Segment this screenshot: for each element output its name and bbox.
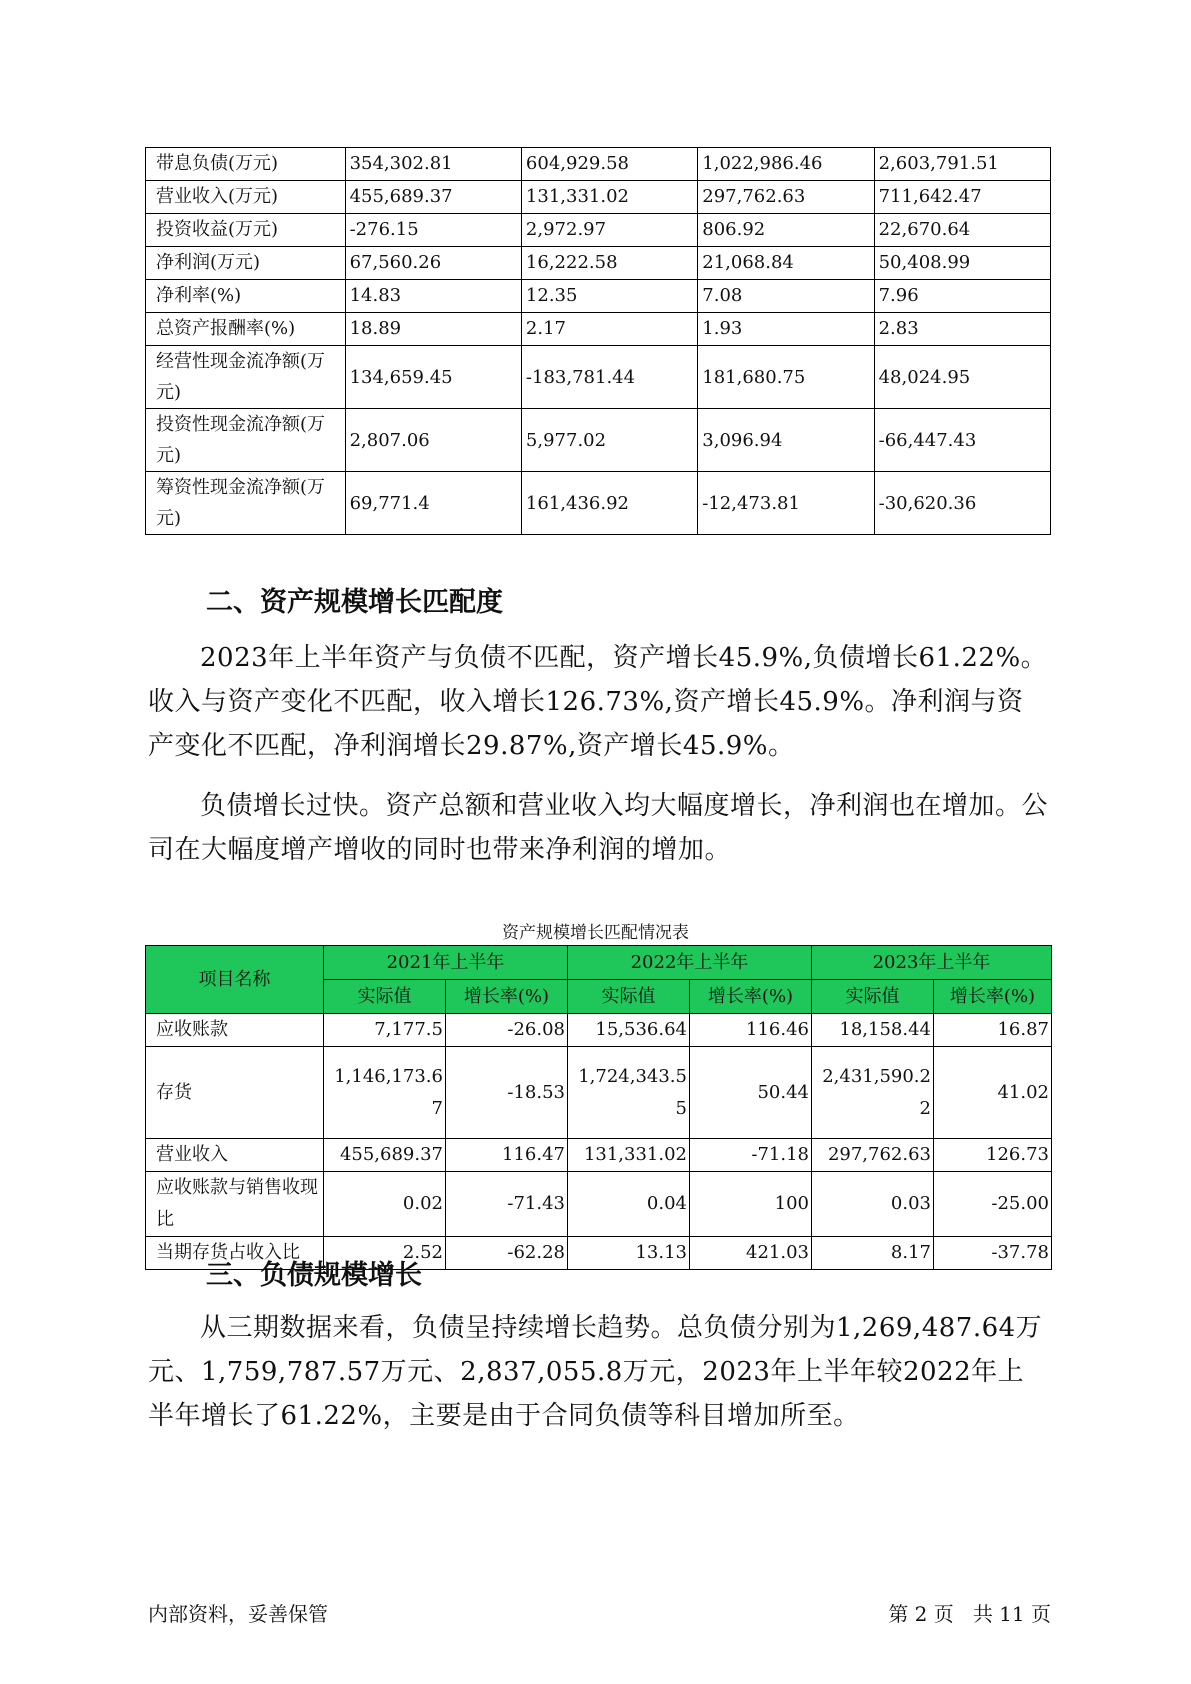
table-header-row <box>146 946 1052 980</box>
table-cell: -71.18 <box>690 1139 812 1172</box>
table-cell: 126.73 <box>934 1139 1052 1172</box>
table-cell: 15,536.64 <box>568 1014 690 1047</box>
header-actual-2023: 实际值 <box>812 980 934 1014</box>
footer-confidential-note: 内部资料，妥善保管 <box>148 1602 328 1626</box>
table-cell: -26.08 <box>446 1014 568 1047</box>
section-asset-growth-body <box>148 636 1048 872</box>
table-cell: 50.44 <box>690 1047 812 1139</box>
header-growth-2021: 增长率(%) <box>446 980 568 1014</box>
table-cell: 18.89 <box>345 313 521 346</box>
table-cell: 134,659.45 <box>345 346 521 409</box>
table-cell: -71.43 <box>446 1172 568 1237</box>
header-actual-2021: 实际值 <box>324 980 446 1014</box>
table-cell: 67,560.26 <box>345 247 521 280</box>
section-liability-growth-body <box>148 1306 1048 1438</box>
row-label: 投资性现金流净额(万元) <box>146 409 346 472</box>
table-row <box>146 214 1051 247</box>
row-label: 净利率(%) <box>146 280 346 313</box>
paragraph-asset-mismatch: 2023年上半年资产与负债不匹配，资产增长45.9%,负债增长61.22%。收入与资产变化不匹配，收入增长126.73%,资产增长45.9%。净利润与资产变化不匹配，净利润增长29.87%,资产增长45.9%。 <box>148 643 1048 761</box>
table-row <box>146 148 1051 181</box>
table-cell: -25.00 <box>934 1172 1052 1237</box>
table-cell: 455,689.37 <box>324 1139 446 1172</box>
table-cell: 50,408.99 <box>874 247 1050 280</box>
asset-growth-match-table <box>145 945 1052 1270</box>
table-cell: 0.03 <box>812 1172 934 1237</box>
table-cell: 0.04 <box>568 1172 690 1237</box>
table-row <box>146 181 1051 214</box>
header-growth-2023: 增长率(%) <box>934 980 1052 1014</box>
row-label: 投资收益(万元) <box>146 214 346 247</box>
table-row <box>146 1139 1052 1172</box>
table-cell: 2,972.97 <box>521 214 697 247</box>
table-cell: 1,146,173.67 <box>324 1047 446 1139</box>
table-cell: 2,603,791.51 <box>874 148 1050 181</box>
table-cell: 2.17 <box>521 313 697 346</box>
table-cell: 131,331.02 <box>521 181 697 214</box>
table-cell: 116.47 <box>446 1139 568 1172</box>
table-cell: 161,436.92 <box>521 472 697 535</box>
row-label: 存货 <box>146 1047 324 1139</box>
table-cell: 2.83 <box>874 313 1050 346</box>
table-cell: 18,158.44 <box>812 1014 934 1047</box>
table-cell: -37.78 <box>934 1237 1052 1270</box>
row-label: 总资产报酬率(%) <box>146 313 346 346</box>
table-cell: 12.35 <box>521 280 697 313</box>
row-label: 筹资性现金流净额(万元) <box>146 472 346 535</box>
row-label: 经营性现金流净额(万元) <box>146 346 346 409</box>
header-actual-2022: 实际值 <box>568 980 690 1014</box>
table-cell: -276.15 <box>345 214 521 247</box>
table-row <box>146 1172 1052 1237</box>
table-cell: 1,724,343.55 <box>568 1047 690 1139</box>
financial-indicators-table <box>145 147 1051 535</box>
row-label: 应收账款与销售收现比 <box>146 1172 324 1237</box>
table-cell: 1.93 <box>698 313 874 346</box>
table-cell: 297,762.63 <box>698 181 874 214</box>
table-cell: 48,024.95 <box>874 346 1050 409</box>
header-period-2023: 2023年上半年 <box>812 946 1052 980</box>
table-cell: 16,222.58 <box>521 247 697 280</box>
table-cell: 7,177.5 <box>324 1014 446 1047</box>
table-cell: -66,447.43 <box>874 409 1050 472</box>
header-period-2022: 2022年上半年 <box>568 946 812 980</box>
table-row <box>146 247 1051 280</box>
paragraph-liability-trend: 从三期数据来看，负债呈持续增长趋势。总负债分别为1,269,487.64万元、1,759,787.57万元、2,837,055.8万元，2023年上半年较2022年上半年增长了61.22%，主要是由于合同负债等科目增加所至。 <box>148 1313 1043 1431</box>
table-row <box>146 1047 1052 1139</box>
table-cell: 421.03 <box>690 1237 812 1270</box>
table-cell: 181,680.75 <box>698 346 874 409</box>
section-heading-asset-growth: 二、资产规模增长匹配度 <box>206 587 503 618</box>
table-cell: 604,929.58 <box>521 148 697 181</box>
table-cell: 806.92 <box>698 214 874 247</box>
table-caption: 资产规模增长匹配情况表 <box>502 923 689 943</box>
table-cell: 7.08 <box>698 280 874 313</box>
table-row <box>146 280 1051 313</box>
table-cell: 100 <box>690 1172 812 1237</box>
section-heading-liability-growth: 三、负债规模增长 <box>206 1260 422 1291</box>
table-cell: 2.52 <box>324 1237 446 1270</box>
table-cell: 131,331.02 <box>568 1139 690 1172</box>
table-cell: 8.17 <box>812 1237 934 1270</box>
header-period-2021: 2021年上半年 <box>324 946 568 980</box>
table-cell: 69,771.4 <box>345 472 521 535</box>
footer-page-number: 第 2 页 共 11 页 <box>888 1602 1051 1626</box>
row-label: 当期存货占收入比 <box>146 1237 324 1270</box>
table-cell: 41.02 <box>934 1047 1052 1139</box>
table-cell: 455,689.37 <box>345 181 521 214</box>
table-cell: 2,431,590.22 <box>812 1047 934 1139</box>
table-cell: 116.46 <box>690 1014 812 1047</box>
table-row <box>146 409 1051 472</box>
table-cell: 2,807.06 <box>345 409 521 472</box>
header-item-name: 项目名称 <box>146 946 324 1014</box>
paragraph-liability-growth: 负债增长过快。资产总额和营业收入均大幅度增长，净利润也在增加。公司在大幅度增产增收的同时也带来净利润的增加。 <box>148 791 1049 865</box>
table-cell: -18.53 <box>446 1047 568 1139</box>
table-cell: -183,781.44 <box>521 346 697 409</box>
table-row <box>146 1014 1052 1047</box>
header-growth-2022: 增长率(%) <box>690 980 812 1014</box>
table-cell: -30,620.36 <box>874 472 1050 535</box>
table-cell: 3,096.94 <box>698 409 874 472</box>
table-cell: 1,022,986.46 <box>698 148 874 181</box>
table-cell: 14.83 <box>345 280 521 313</box>
table-cell: -12,473.81 <box>698 472 874 535</box>
table-cell: 13.13 <box>568 1237 690 1270</box>
table-cell: 297,762.63 <box>812 1139 934 1172</box>
table-cell: 16.87 <box>934 1014 1052 1047</box>
table-cell: 0.02 <box>324 1172 446 1237</box>
table-cell: 354,302.81 <box>345 148 521 181</box>
table-row <box>146 313 1051 346</box>
row-label: 净利润(万元) <box>146 247 346 280</box>
table-row <box>146 346 1051 409</box>
row-label: 应收账款 <box>146 1014 324 1047</box>
row-label: 营业收入 <box>146 1139 324 1172</box>
row-label: 营业收入(万元) <box>146 181 346 214</box>
table-cell: 7.96 <box>874 280 1050 313</box>
table-cell: 22,670.64 <box>874 214 1050 247</box>
table-cell: 711,642.47 <box>874 181 1050 214</box>
table-cell: 5,977.02 <box>521 409 697 472</box>
table-cell: 21,068.84 <box>698 247 874 280</box>
row-label: 带息负债(万元) <box>146 148 346 181</box>
table-cell: -62.28 <box>446 1237 568 1270</box>
table-row <box>146 472 1051 535</box>
